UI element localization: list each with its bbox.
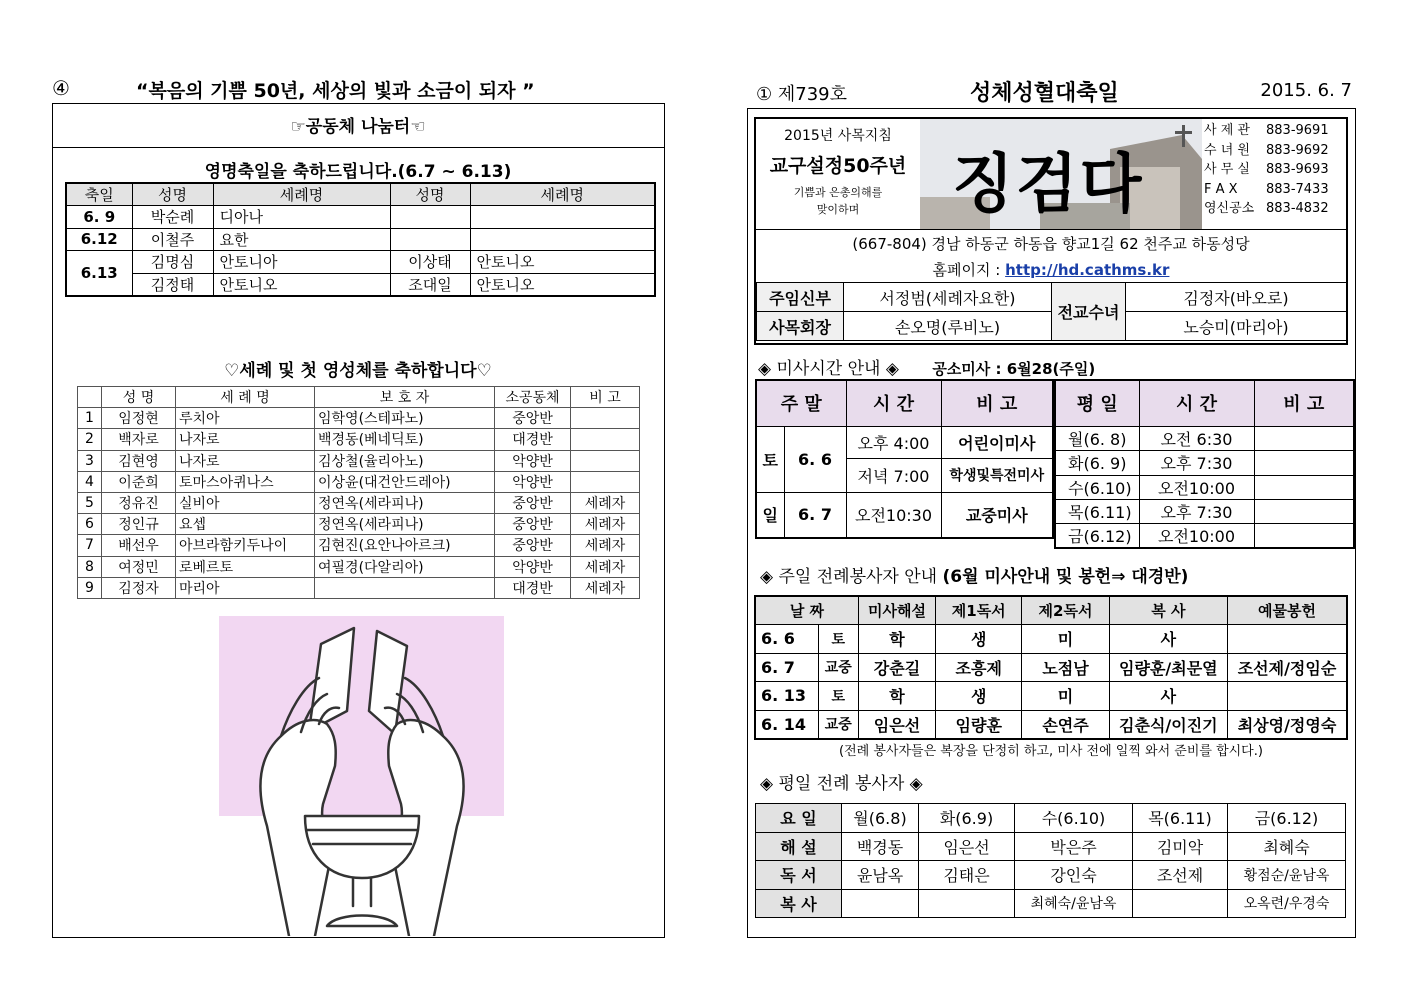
mass-note — [1254, 450, 1354, 475]
mass-type-cell: 토 — [818, 625, 858, 654]
mass-time: 오후 4:00 — [846, 426, 941, 458]
community-cell: 악양반 — [495, 556, 571, 577]
col-header: 화(6.9) — [919, 804, 1015, 833]
weekend-mass-table — [755, 379, 1054, 539]
name-cell — [390, 206, 470, 229]
row-number: 7 — [78, 535, 102, 556]
student-mass-cell: 생 — [936, 682, 1022, 711]
weekday-servers-rows — [756, 832, 1346, 918]
feast-date: 6.13 — [66, 251, 132, 296]
nun-label: 전교수녀 — [1052, 283, 1126, 341]
feast-date: 6.12 — [66, 228, 132, 251]
mass-type-cell: 교중 — [818, 653, 858, 682]
gift-cell — [1228, 682, 1347, 711]
server-cell: 임은선 — [858, 710, 935, 739]
col-header — [78, 387, 102, 408]
church-photo-masthead — [920, 119, 1202, 229]
server-cell: 오옥련/우경숙 — [1228, 889, 1346, 918]
table-row — [1055, 426, 1354, 450]
sun-day: 일 — [756, 492, 784, 538]
table-row — [1055, 475, 1354, 499]
sat-day: 토 — [756, 426, 784, 492]
table-row — [66, 251, 655, 274]
mass-schedule-title — [758, 354, 1095, 379]
server-cell: 황점순/윤남옥 — [1228, 861, 1346, 890]
issue-number: ① 제739호 — [756, 84, 847, 105]
baptism-name-cell: 마리아 — [176, 577, 315, 598]
server-cell: 박은주 — [1015, 832, 1133, 861]
baptism-name-cell: 아브라함키두나이 — [176, 535, 315, 556]
gift-cell — [1228, 625, 1347, 654]
table-row — [1055, 523, 1354, 548]
contact-row — [1204, 199, 1346, 219]
contact-number: 883-9692 — [1266, 142, 1329, 158]
name-cell: 조대일 — [390, 273, 470, 296]
servers-title-note: (6월 미사안내 및 봉헌⇒ 대경반) — [942, 567, 1189, 587]
servers-rows — [755, 625, 1347, 739]
community-cell: 중앙반 — [495, 492, 571, 513]
communion-hands-illustration — [219, 616, 504, 936]
weekday-cell: 화(6. 9) — [1055, 450, 1139, 475]
table-header-row — [78, 387, 640, 408]
baptism-name-cell: 나자로 — [176, 450, 315, 471]
table-row — [757, 283, 1347, 312]
weekday-rows — [1055, 426, 1354, 548]
server-cell: 임량훈/최문열 — [1109, 653, 1227, 682]
guideline-sub1: 기쁨과 은총의해를 — [793, 186, 883, 199]
baptism-rows — [78, 408, 640, 599]
table-header-row — [755, 596, 1347, 625]
name-cell: 이준희 — [102, 471, 176, 492]
mass-note — [1254, 426, 1354, 450]
col-header: 축일 — [66, 183, 132, 206]
left-page-header — [52, 76, 664, 104]
issue-date: 2015. 6. 7 — [1260, 80, 1352, 101]
col-header: 요 일 — [756, 804, 842, 833]
student-mass-cell: 미 — [1022, 625, 1109, 654]
contact-label: F A X — [1204, 181, 1238, 197]
community-cell: 대경반 — [495, 429, 571, 450]
baptism-title: ♡세례 및 첫 영성체를 축하합니다♡ — [224, 361, 492, 381]
homepage-link[interactable]: http://hd.cathms.kr — [1005, 261, 1170, 279]
table-row — [1055, 450, 1354, 475]
community-cell: 악양반 — [495, 450, 571, 471]
slogan: “복음의 기쁨 50년, 세상의 빛과 소금이 되자 ” — [136, 80, 535, 102]
name-cell: 이철주 — [132, 228, 213, 251]
table-row — [78, 429, 640, 450]
name-cell — [390, 228, 470, 251]
col-header: 세 례 명 — [176, 387, 315, 408]
name-cell: 김정태 — [132, 273, 213, 296]
date-cell: 6. 6 — [755, 625, 818, 654]
table-row — [66, 273, 655, 296]
server-cell: 강춘길 — [858, 653, 935, 682]
table-row — [66, 228, 655, 251]
col-header: 목(6.11) — [1133, 804, 1228, 833]
table-header-row — [756, 380, 1053, 426]
baptism-name-cell: 요한 — [213, 228, 390, 251]
student-mass-cell: 사 — [1109, 625, 1227, 654]
community-cell: 대경반 — [495, 577, 571, 598]
col-header: 비 고 — [571, 387, 640, 408]
page-number: ④ — [52, 76, 70, 100]
row-number: 6 — [78, 514, 102, 535]
community-cell: 중앙반 — [495, 514, 571, 535]
table-row — [756, 889, 1346, 918]
remark-cell: 세례자 — [571, 492, 640, 513]
table-row — [755, 710, 1347, 739]
divider — [756, 229, 1346, 230]
homepage — [756, 259, 1346, 280]
server-cell: 조흥제 — [936, 653, 1022, 682]
mission-mass-note: 공소미사 : 6월28(주일) — [932, 360, 1096, 378]
server-cell: 임은선 — [919, 832, 1015, 861]
table-row — [78, 514, 640, 535]
guardian-cell — [315, 577, 495, 598]
chalice-stem — [353, 878, 371, 906]
name-cell: 정유진 — [102, 492, 176, 513]
col-header: 평 일 — [1055, 380, 1139, 426]
council-name: 손오명(루비노) — [844, 312, 1052, 341]
col-header: 제2독서 — [1022, 596, 1109, 625]
name-cell: 백자로 — [102, 429, 176, 450]
name-cell: 김명심 — [132, 251, 213, 274]
mass-note: 교중미사 — [941, 492, 1053, 538]
contact-label: 수 녀 원 — [1204, 142, 1250, 158]
col-header: 성 명 — [102, 387, 176, 408]
guideline-sub2: 맞이하며 — [816, 203, 860, 216]
mass-time: 오전10:30 — [846, 492, 941, 538]
col-header: 세례명 — [213, 183, 390, 206]
mass-time: 오후 7:30 — [1139, 499, 1254, 523]
guardian-cell: 여필경(다알리아) — [315, 556, 495, 577]
remark-cell: 세례자 — [571, 535, 640, 556]
remark-cell — [571, 408, 640, 429]
contact-label: 사 제 관 — [1204, 123, 1250, 138]
table-row — [756, 492, 1053, 538]
contact-label: 사 무 실 — [1204, 162, 1250, 178]
baptism-name-cell: 로베르토 — [176, 556, 315, 577]
baptism-table — [77, 386, 640, 599]
guardian-cell: 정연옥(세라피나) — [315, 514, 495, 535]
weekday-cell: 수(6.10) — [1055, 475, 1139, 499]
feast-title: 영명축일을 축하드립니다.(6.7 ~ 6.13) — [204, 162, 512, 182]
name-cell: 임정현 — [102, 408, 176, 429]
student-mass-cell: 미 — [1022, 682, 1109, 711]
church-address: (667-804) 경남 하동군 하동읍 향교1길 62 천주교 하동성당 — [852, 235, 1250, 253]
server-cell: 최혜숙/윤남옥 — [1015, 889, 1133, 918]
servers-title — [760, 562, 1188, 587]
table-row — [78, 471, 640, 492]
mass-time: 오후 7:30 — [1139, 450, 1254, 475]
mass-time: 오전 6:30 — [1139, 426, 1254, 450]
col-header: 보 호 자 — [315, 387, 495, 408]
table-header-row — [756, 804, 1346, 833]
name-cell: 이상태 — [390, 251, 470, 274]
pastoral-guideline — [756, 119, 920, 229]
col-header: 세례명 — [470, 183, 655, 206]
remark-cell: 세례자 — [571, 514, 640, 535]
col-header: 비 고 — [1254, 380, 1354, 426]
divider — [52, 147, 664, 148]
remark-cell — [571, 429, 640, 450]
server-cell: 김춘식/이진기 — [1109, 710, 1227, 739]
mass-note — [1254, 499, 1354, 523]
contact-label: 영신공소 — [1204, 201, 1255, 217]
baptism-name-cell: 안토니오 — [213, 273, 390, 296]
col-header: 성명 — [132, 183, 213, 206]
server-cell: 조선제 — [1133, 861, 1228, 890]
baptism-name-cell: 나자로 — [176, 429, 315, 450]
col-header: 시 간 — [846, 380, 941, 426]
mass-time: 오전10:00 — [1139, 523, 1254, 548]
table-row — [66, 206, 655, 229]
mass-time: 저녁 7:00 — [846, 458, 941, 492]
table-row — [756, 426, 1053, 458]
col-header: 월(6.8) — [842, 804, 919, 833]
contact-number: 883-9693 — [1266, 162, 1329, 178]
contact-number: 883-9691 — [1266, 123, 1329, 138]
table-row — [78, 492, 640, 513]
staff-table — [756, 282, 1347, 341]
server-cell: 최혜숙 — [1228, 832, 1346, 861]
contact-list — [1204, 121, 1346, 219]
nun-name: 김정자(바오로) — [1126, 283, 1347, 312]
server-cell — [842, 889, 919, 918]
server-cell: 강인숙 — [1015, 861, 1133, 890]
weekday-servers-title: ◈ 평일 전례 봉사자 ◈ — [760, 774, 923, 794]
baptism-name-cell: 디아나 — [213, 206, 390, 229]
student-mass-cell: 생 — [936, 625, 1022, 654]
community-title: ☞공동체 나눔터☜ — [290, 117, 426, 137]
mass-type-cell: 교중 — [818, 710, 858, 739]
row-number: 8 — [78, 556, 102, 577]
remark-cell — [571, 450, 640, 471]
student-mass-cell: 학 — [858, 682, 935, 711]
server-cell: 최상영/정영숙 — [1228, 710, 1347, 739]
server-cell: 김미악 — [1133, 832, 1228, 861]
right-page-header — [748, 76, 1356, 106]
pastor-name: 서정범(세례자요한) — [844, 283, 1052, 312]
baptism-name-cell: 토마스아퀴나스 — [176, 471, 315, 492]
table-row — [1055, 499, 1354, 523]
col-header: 예물봉헌 — [1228, 596, 1347, 625]
col-header: 제1독서 — [936, 596, 1022, 625]
mass-note — [1254, 475, 1354, 499]
col-header: 주 말 — [756, 380, 846, 426]
server-cell: 윤남옥 — [842, 861, 919, 890]
table-row — [755, 682, 1347, 711]
mass-type-cell: 토 — [818, 682, 858, 711]
feast-date: 6. 9 — [66, 206, 132, 229]
name-cell: 여정민 — [102, 556, 176, 577]
sunday-servers-table — [754, 595, 1348, 740]
table-row — [756, 832, 1346, 861]
row-number: 2 — [78, 429, 102, 450]
guardian-cell: 정연옥(세라피나) — [315, 492, 495, 513]
weekday-cell: 목(6.11) — [1055, 499, 1139, 523]
contact-number: 883-4832 — [1266, 201, 1329, 217]
name-cell: 김정자 — [102, 577, 176, 598]
date-cell: 6. 14 — [755, 710, 818, 739]
col-header: 금(6.12) — [1228, 804, 1346, 833]
table-row — [78, 408, 640, 429]
student-mass-cell: 학 — [858, 625, 935, 654]
sat-date: 6. 6 — [784, 426, 846, 492]
row-number: 5 — [78, 492, 102, 513]
contact-row — [1204, 180, 1346, 200]
contact-number: 883-7433 — [1266, 181, 1329, 197]
guardian-cell: 이상윤(대건안드레아) — [315, 471, 495, 492]
baptism-name-cell: 실비아 — [176, 492, 315, 513]
server-cell — [1133, 889, 1228, 918]
weekday-servers-table — [755, 803, 1346, 918]
servers-title-text: ◈ 주일 전례봉사자 안내 — [760, 567, 943, 587]
role-label: 해 설 — [756, 832, 842, 861]
date-cell: 6. 13 — [755, 682, 818, 711]
baptism-name-cell: 안토니아 — [213, 251, 390, 274]
feast-name: 성체성혈대축일 — [970, 81, 1119, 106]
col-header: 복 사 — [1109, 596, 1227, 625]
date-cell: 6. 7 — [755, 653, 818, 682]
weekday-cell: 월(6. 8) — [1055, 426, 1139, 450]
server-cell: 백경동 — [842, 832, 919, 861]
baptism-name-cell — [470, 206, 655, 229]
baptism-name-cell — [470, 228, 655, 251]
server-cell: 조선제/정임순 — [1228, 653, 1347, 682]
mass-time: 오전10:00 — [1139, 475, 1254, 499]
row-number: 4 — [78, 471, 102, 492]
table-row — [755, 625, 1347, 654]
server-cell — [919, 889, 1015, 918]
guardian-cell: 임학영(스테파노) — [315, 408, 495, 429]
guideline-year: 2015년 사목지침 — [784, 128, 892, 144]
feast-table — [65, 182, 656, 297]
remark-cell: 세례자 — [571, 577, 640, 598]
role-label: 복 사 — [756, 889, 842, 918]
contact-row — [1204, 160, 1346, 180]
server-cell: 노점남 — [1022, 653, 1109, 682]
student-mass-cell: 사 — [1109, 682, 1227, 711]
pastor-label: 주임신부 — [757, 283, 844, 312]
server-cell: 손연주 — [1022, 710, 1109, 739]
col-header: 소공동체 — [495, 387, 571, 408]
table-row — [755, 653, 1347, 682]
table-row — [756, 861, 1346, 890]
guardian-cell: 김상철(율리아노) — [315, 450, 495, 471]
col-header: 비 고 — [941, 380, 1053, 426]
baptism-name-cell: 루치아 — [176, 408, 315, 429]
mass-note: 학생및특전미사 — [941, 458, 1053, 492]
table-row — [78, 577, 640, 598]
mass-note: 어린이미사 — [941, 426, 1053, 458]
mass-title-text: ◈ 미사시간 안내 ◈ — [758, 359, 899, 379]
row-number: 3 — [78, 450, 102, 471]
col-header: 시 간 — [1139, 380, 1254, 426]
table-header-row — [1055, 380, 1354, 426]
guardian-cell: 김현진(요안나아르크) — [315, 535, 495, 556]
role-label: 독 서 — [756, 861, 842, 890]
remark-cell — [571, 471, 640, 492]
table-row — [78, 556, 640, 577]
col-header: 수(6.10) — [1015, 804, 1133, 833]
baptism-name-cell: 안토니오 — [470, 251, 655, 274]
nun-name: 노승미(마리아) — [1126, 312, 1347, 341]
servers-note: (전례 봉사자들은 복장을 단정히 하고, 미사 전에 일찍 와서 준비를 합시다.) — [839, 744, 1263, 759]
name-cell: 정인규 — [102, 514, 176, 535]
bulletin-name: 징검다 — [952, 147, 1144, 222]
col-header: 날 짜 — [755, 596, 858, 625]
baptism-name-cell: 요셉 — [176, 514, 315, 535]
community-cell: 악양반 — [495, 471, 571, 492]
server-cell: 김태은 — [919, 861, 1015, 890]
chalice-base — [327, 916, 397, 927]
col-header: 성명 — [390, 183, 470, 206]
guideline-anniversary: 교구설정50주년 — [769, 155, 907, 177]
community-cell: 중앙반 — [495, 408, 571, 429]
name-cell: 박순례 — [132, 206, 213, 229]
col-header: 미사해설 — [858, 596, 935, 625]
council-label: 사목회장 — [757, 312, 844, 341]
table-header-row — [66, 183, 655, 206]
community-cell: 중앙반 — [495, 535, 571, 556]
contact-row — [1204, 121, 1346, 141]
baptism-name-cell: 안토니오 — [470, 273, 655, 296]
weekday-mass-table — [1054, 379, 1355, 549]
name-cell: 배선우 — [102, 535, 176, 556]
weekday-cell: 금(6.12) — [1055, 523, 1139, 548]
guardian-cell: 백경동(베네딕토) — [315, 429, 495, 450]
server-cell: 임량훈 — [936, 710, 1022, 739]
remark-cell: 세례자 — [571, 556, 640, 577]
homepage-label: 홈페이지 : — [932, 261, 1006, 279]
table-row — [78, 450, 640, 471]
sun-date: 6. 7 — [784, 492, 846, 538]
name-cell: 김현영 — [102, 450, 176, 471]
mass-note — [1254, 523, 1354, 548]
contact-row — [1204, 141, 1346, 161]
row-number: 1 — [78, 408, 102, 429]
row-number: 9 — [78, 577, 102, 598]
table-row — [78, 535, 640, 556]
